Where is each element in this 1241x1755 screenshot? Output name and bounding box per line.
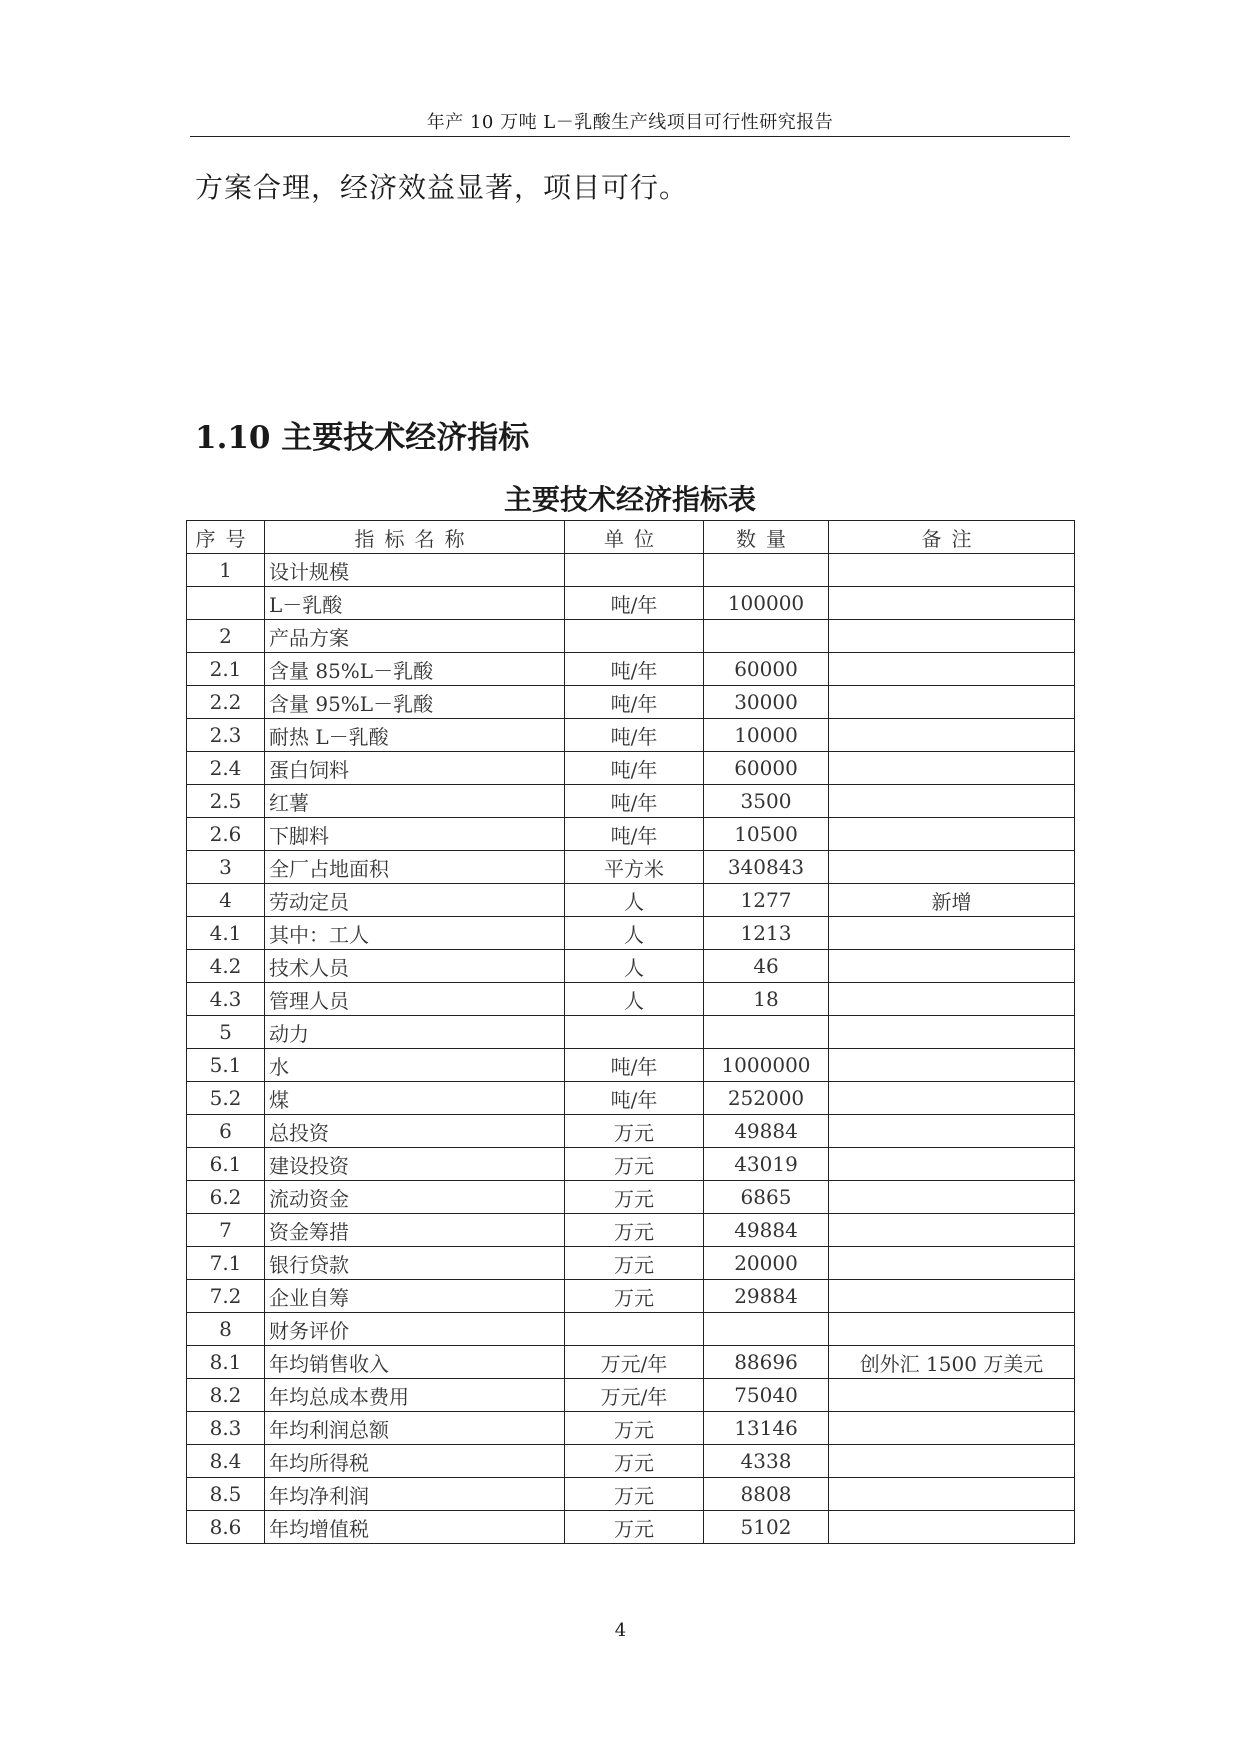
table-row — [187, 983, 1075, 1016]
cell-qty: 13146 — [704, 1412, 829, 1445]
cell-qty: 10000 — [704, 719, 829, 752]
cell-unit: 万元/年 — [565, 1346, 704, 1379]
cell-qty: 5102 — [704, 1511, 829, 1544]
cell-unit: 人 — [565, 950, 704, 983]
cell-name: 下脚料 — [265, 818, 565, 851]
cell-qty — [704, 554, 829, 587]
cell-name: 含量 95%L－乳酸 — [265, 686, 565, 719]
cell-unit: 平方米 — [565, 851, 704, 884]
cell-name: 年均净利润 — [265, 1478, 565, 1511]
cell-note — [829, 1280, 1075, 1313]
table-row — [187, 554, 1075, 587]
cell-name: L－乳酸 — [265, 587, 565, 620]
cell-qty: 4338 — [704, 1445, 829, 1478]
cell-note — [829, 1082, 1075, 1115]
cell-unit: 吨/年 — [565, 1049, 704, 1082]
cell-note — [829, 719, 1075, 752]
table-row — [187, 1412, 1075, 1445]
cell-name: 煤 — [265, 1082, 565, 1115]
section-heading: 1.10 主要技术经济指标 — [195, 420, 530, 456]
cell-note — [829, 752, 1075, 785]
table-row — [187, 1181, 1075, 1214]
cell-unit: 吨/年 — [565, 1082, 704, 1115]
table-row — [187, 1049, 1075, 1082]
cell-no: 8.2 — [187, 1379, 265, 1412]
cell-no: 2.1 — [187, 653, 265, 686]
cell-note — [829, 1412, 1075, 1445]
cell-note — [829, 1379, 1075, 1412]
cell-name: 设计规模 — [265, 554, 565, 587]
cell-unit: 吨/年 — [565, 653, 704, 686]
cell-note — [829, 1511, 1075, 1544]
cell-unit: 吨/年 — [565, 818, 704, 851]
cell-qty: 100000 — [704, 587, 829, 620]
cell-name: 技术人员 — [265, 950, 565, 983]
table-row — [187, 851, 1075, 884]
table-row — [187, 818, 1075, 851]
cell-qty: 20000 — [704, 1247, 829, 1280]
cell-name: 建设投资 — [265, 1148, 565, 1181]
cell-note — [829, 686, 1075, 719]
cell-name: 耐热 L－乳酸 — [265, 719, 565, 752]
cell-no: 2.6 — [187, 818, 265, 851]
cell-note — [829, 1478, 1075, 1511]
cell-no: 2.5 — [187, 785, 265, 818]
cell-no: 8.6 — [187, 1511, 265, 1544]
cell-no: 5.1 — [187, 1049, 265, 1082]
table-row — [187, 1379, 1075, 1412]
table-row — [187, 1445, 1075, 1478]
cell-name: 流动资金 — [265, 1181, 565, 1214]
cell-unit: 万元 — [565, 1115, 704, 1148]
cell-qty — [704, 1313, 829, 1346]
cell-name: 含量 85%L－乳酸 — [265, 653, 565, 686]
cell-no: 8.4 — [187, 1445, 265, 1478]
cell-qty: 1213 — [704, 917, 829, 950]
page-number: 4 — [614, 1620, 627, 1641]
cell-note: 创外汇 1500 万美元 — [829, 1346, 1075, 1379]
table-row — [187, 1214, 1075, 1247]
table-row — [187, 1016, 1075, 1049]
cell-no: 8.1 — [187, 1346, 265, 1379]
cell-no: 5.2 — [187, 1082, 265, 1115]
cell-unit — [565, 1016, 704, 1049]
cell-unit: 吨/年 — [565, 719, 704, 752]
cell-unit — [565, 554, 704, 587]
table-title: 主要技术经济指标表 — [503, 483, 756, 516]
cell-qty — [704, 1016, 829, 1049]
cell-name: 企业自筹 — [265, 1280, 565, 1313]
cell-name: 劳动定员 — [265, 884, 565, 917]
cell-name: 年均总成本费用 — [265, 1379, 565, 1412]
table-row — [187, 785, 1075, 818]
table-header-row — [187, 521, 1075, 554]
table-row — [187, 719, 1075, 752]
cell-name: 红薯 — [265, 785, 565, 818]
table-row — [187, 1247, 1075, 1280]
cell-no: 6 — [187, 1115, 265, 1148]
cell-name: 年均销售收入 — [265, 1346, 565, 1379]
cell-name: 全厂占地面积 — [265, 851, 565, 884]
cell-qty: 60000 — [704, 653, 829, 686]
cell-unit: 万元 — [565, 1478, 704, 1511]
cell-name: 其中：工人 — [265, 917, 565, 950]
cell-qty: 29884 — [704, 1280, 829, 1313]
cell-note — [829, 1115, 1075, 1148]
cell-no: 7 — [187, 1214, 265, 1247]
cell-name: 年均所得税 — [265, 1445, 565, 1478]
cell-qty: 18 — [704, 983, 829, 1016]
table-row — [187, 653, 1075, 686]
cell-note — [829, 1148, 1075, 1181]
cell-qty — [704, 620, 829, 653]
cell-unit: 人 — [565, 983, 704, 1016]
cell-no: 4.2 — [187, 950, 265, 983]
cell-unit: 万元 — [565, 1247, 704, 1280]
cell-no: 2.2 — [187, 686, 265, 719]
cell-note — [829, 554, 1075, 587]
cell-note — [829, 620, 1075, 653]
cell-unit: 吨/年 — [565, 785, 704, 818]
table-row — [187, 1313, 1075, 1346]
cell-no: 6.1 — [187, 1148, 265, 1181]
cell-unit — [565, 1313, 704, 1346]
cell-unit: 万元/年 — [565, 1379, 704, 1412]
cell-qty: 8808 — [704, 1478, 829, 1511]
cell-no: 7.2 — [187, 1280, 265, 1313]
cell-qty: 49884 — [704, 1214, 829, 1247]
cell-no: 4.1 — [187, 917, 265, 950]
header-divider — [190, 136, 1070, 137]
table-row — [187, 917, 1075, 950]
page-header-title: 年产 10 万吨 L－乳酸生产线项目可行性研究报告 — [426, 112, 834, 133]
cell-no: 5 — [187, 1016, 265, 1049]
cell-qty: 6865 — [704, 1181, 829, 1214]
cell-unit: 万元 — [565, 1412, 704, 1445]
cell-note — [829, 983, 1075, 1016]
cell-unit: 万元 — [565, 1280, 704, 1313]
cell-name: 年均利润总额 — [265, 1412, 565, 1445]
cell-note — [829, 1214, 1075, 1247]
cell-name: 财务评价 — [265, 1313, 565, 1346]
column-header-no: 序号 — [187, 521, 265, 554]
cell-unit: 万元 — [565, 1148, 704, 1181]
cell-no: 6.2 — [187, 1181, 265, 1214]
cell-note — [829, 785, 1075, 818]
column-header-qty: 数量 — [704, 521, 829, 554]
cell-unit: 吨/年 — [565, 752, 704, 785]
cell-no: 2 — [187, 620, 265, 653]
table-body — [187, 554, 1075, 1544]
cell-note — [829, 1181, 1075, 1214]
cell-name: 银行贷款 — [265, 1247, 565, 1280]
cell-name: 年均增值税 — [265, 1511, 565, 1544]
cell-qty: 46 — [704, 950, 829, 983]
cell-no: 3 — [187, 851, 265, 884]
cell-qty: 1277 — [704, 884, 829, 917]
cell-note — [829, 1016, 1075, 1049]
cell-name: 产品方案 — [265, 620, 565, 653]
cell-qty: 88696 — [704, 1346, 829, 1379]
table-row — [187, 752, 1075, 785]
cell-qty: 340843 — [704, 851, 829, 884]
table-row — [187, 1082, 1075, 1115]
cell-no: 4.3 — [187, 983, 265, 1016]
cell-name: 总投资 — [265, 1115, 565, 1148]
indicators-table — [186, 520, 1075, 1544]
cell-no: 8 — [187, 1313, 265, 1346]
cell-unit: 吨/年 — [565, 686, 704, 719]
table-row — [187, 620, 1075, 653]
cell-qty: 30000 — [704, 686, 829, 719]
cell-name: 水 — [265, 1049, 565, 1082]
cell-no: 4 — [187, 884, 265, 917]
table-row — [187, 1346, 1075, 1379]
cell-no: 2.3 — [187, 719, 265, 752]
cell-note — [829, 653, 1075, 686]
cell-name: 蛋白饲料 — [265, 752, 565, 785]
cell-unit: 人 — [565, 884, 704, 917]
cell-no: 8.3 — [187, 1412, 265, 1445]
cell-unit: 万元 — [565, 1181, 704, 1214]
column-header-unit: 单位 — [565, 521, 704, 554]
column-header-name: 指标名称 — [265, 521, 565, 554]
cell-qty: 1000000 — [704, 1049, 829, 1082]
table-row — [187, 1148, 1075, 1181]
cell-name: 动力 — [265, 1016, 565, 1049]
cell-qty: 43019 — [704, 1148, 829, 1181]
cell-unit: 人 — [565, 917, 704, 950]
cell-note — [829, 1313, 1075, 1346]
cell-no: 7.1 — [187, 1247, 265, 1280]
table-row — [187, 1280, 1075, 1313]
table-row — [187, 587, 1075, 620]
table-row — [187, 950, 1075, 983]
intro-paragraph: 方案合理，经济效益显著，项目可行。 — [195, 171, 689, 204]
cell-name: 管理人员 — [265, 983, 565, 1016]
cell-qty: 49884 — [704, 1115, 829, 1148]
table-row — [187, 884, 1075, 917]
cell-name: 资金筹措 — [265, 1214, 565, 1247]
cell-qty: 3500 — [704, 785, 829, 818]
cell-note — [829, 818, 1075, 851]
column-header-note: 备注 — [829, 521, 1075, 554]
cell-qty: 252000 — [704, 1082, 829, 1115]
cell-unit: 万元 — [565, 1445, 704, 1478]
cell-no: 1 — [187, 554, 265, 587]
cell-qty: 75040 — [704, 1379, 829, 1412]
table-row — [187, 1478, 1075, 1511]
cell-unit: 吨/年 — [565, 587, 704, 620]
table-row — [187, 1115, 1075, 1148]
cell-note — [829, 950, 1075, 983]
cell-note — [829, 1247, 1075, 1280]
cell-no: 8.5 — [187, 1478, 265, 1511]
cell-note — [829, 1445, 1075, 1478]
cell-qty: 10500 — [704, 818, 829, 851]
cell-unit: 万元 — [565, 1511, 704, 1544]
cell-unit: 万元 — [565, 1214, 704, 1247]
cell-note — [829, 851, 1075, 884]
cell-note — [829, 587, 1075, 620]
cell-note — [829, 917, 1075, 950]
table-row — [187, 686, 1075, 719]
table-row — [187, 1511, 1075, 1544]
cell-no — [187, 587, 265, 620]
cell-note: 新增 — [829, 884, 1075, 917]
cell-note — [829, 1049, 1075, 1082]
cell-no: 2.4 — [187, 752, 265, 785]
cell-qty: 60000 — [704, 752, 829, 785]
cell-unit — [565, 620, 704, 653]
